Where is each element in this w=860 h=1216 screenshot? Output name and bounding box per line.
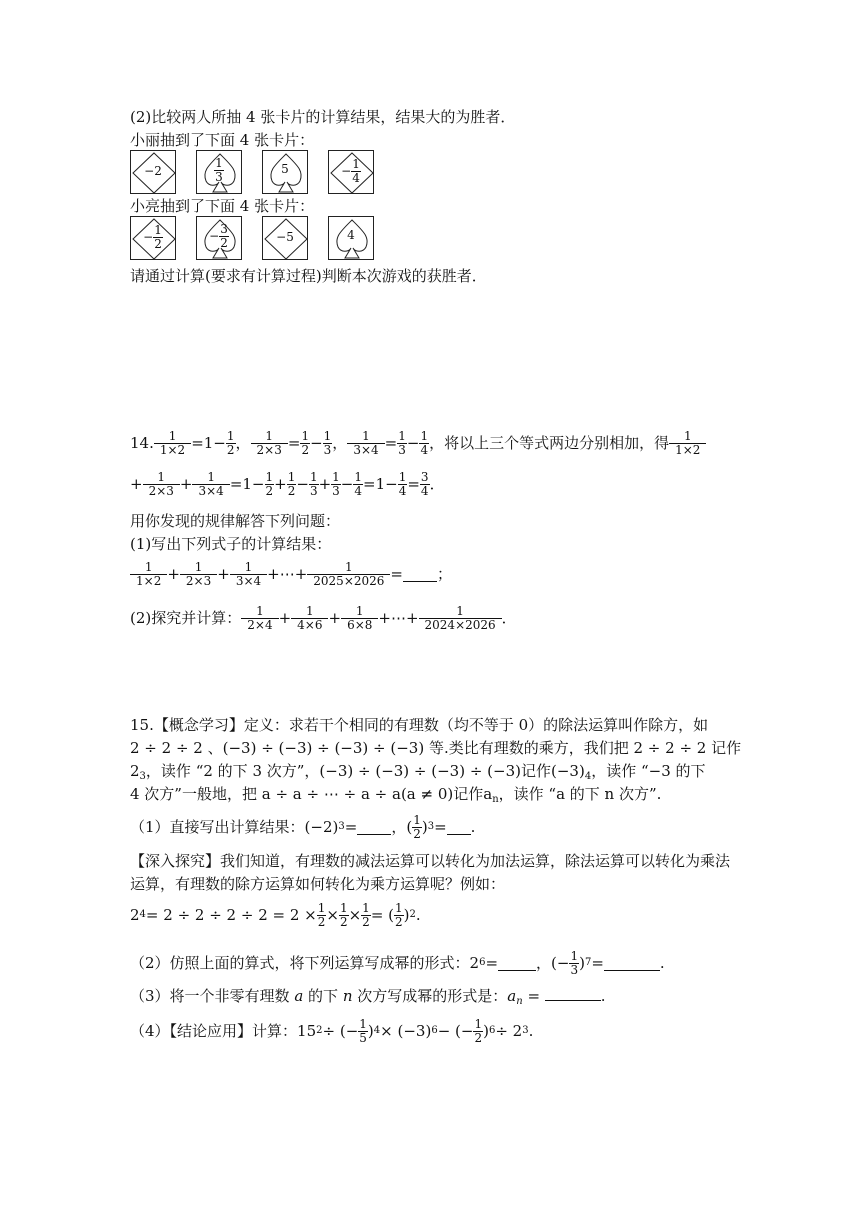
fraction: $\frac{3}{4}$ bbox=[420, 469, 429, 498]
card-fraction: $\frac{1}{3}$ bbox=[215, 156, 223, 184]
card-value: 4 bbox=[347, 228, 355, 242]
q14-part2: (2)探究并计算： $\frac{1}{2\times 4}$ + $\frac{1}{4\times 6}$ + $\frac{1}{6\times 8}$ +⋯+ $\frac{1}{2024\times 2026}$ ． bbox=[130, 603, 517, 632]
card-fraction: $\frac{1}{2}$ bbox=[154, 223, 162, 251]
fraction: $\frac{1}{6\times 8}$ bbox=[341, 605, 378, 632]
fraction: $\frac{1}{2}$ bbox=[301, 428, 310, 457]
card-value: −5 bbox=[276, 230, 294, 244]
card-value: −2 bbox=[144, 164, 162, 178]
card-value: 5 bbox=[281, 162, 289, 176]
q14-part1: (1)写出下列式子的计算结果： bbox=[130, 535, 332, 553]
fraction: $\frac{1}{1\times 2}$ bbox=[669, 430, 706, 457]
answer-blank[interactable] bbox=[357, 820, 391, 835]
fraction: $\frac{1}{3\times 4}$ bbox=[347, 430, 384, 457]
q15-example: 2 4 = 2 ÷ 2 ÷ 2 ÷ 2 = 2 × $\frac{1}{2}$ × $\frac{1}{2}$ × $\frac{1}{2}$ = ( $\frac{1}{2}$ ) 2 . bbox=[130, 900, 421, 929]
answer-blank[interactable] bbox=[498, 956, 536, 971]
fraction: $\frac{1}{3\times 4}$ bbox=[192, 471, 229, 498]
q14-line1: 14. $\frac{1}{1\times 2}$ =1− $\frac{1}{2}$ ， $\frac{1}{2\times 3}$ = $\frac{1}{2}$ − $\frac{1}{3}$ ， $\frac{1}{3\times 4}$ = $\frac{1}{3}$ − $\frac{1}{4}$ ，将以上三个等式两边分别相加，得 $\frac{1}{1\times 2}$ bbox=[130, 425, 706, 461]
answer-blank[interactable] bbox=[447, 820, 471, 835]
q15-line4: 4 次方”一般地，把 a ÷ a ÷ ⋯ ÷ a ÷ a(a ≠ 0)记作$a_n$，读作 “a 的下 n 次方”. bbox=[130, 785, 662, 805]
fraction: $\frac{1}{2024\times 2026}$ bbox=[419, 605, 502, 632]
q15-deep1: 【深入探究】我们知道，有理数的减法运算可以转化为加法运算，除法运算可以转化为乘法 bbox=[130, 852, 731, 870]
card-fraction: $\frac{3}{2}$ bbox=[220, 222, 228, 250]
card-spade bbox=[196, 150, 242, 194]
card-spade bbox=[262, 150, 308, 194]
fraction: $\frac{1}{2}$ bbox=[474, 1016, 483, 1045]
fraction: $\frac{1}{1\times 2}$ bbox=[154, 430, 191, 457]
card-diamond: − $\frac{1}{4}$ bbox=[328, 150, 374, 194]
q15-line2: 2 ÷ 2 ÷ 2 、(−3) ÷ (−3) ÷ (−3) ÷ (−3) 等.类比有理数的乘方，我们把 2 ÷ 2 ÷ 2 记作 bbox=[130, 739, 742, 757]
q14-line2: + $\frac{1}{2\times 3}$ + $\frac{1}{3\times 4}$ =1− $\frac{1}{2}$ + $\frac{1}{2}$ − $\frac{1}{3}$ + $\frac{1}{3}$ − $\frac{1}{4}$ =1− $\frac{1}{4}$ = $\frac{3}{4}$ ． bbox=[130, 469, 445, 498]
fraction: $\frac{1}{2}$ bbox=[226, 428, 235, 457]
fraction: $\frac{1}{1\times 2}$ bbox=[130, 561, 167, 588]
q13-li-intro: 小丽抽到了下面 4 张卡片： bbox=[130, 131, 315, 149]
fraction: $\frac{1}{4}$ bbox=[420, 428, 429, 457]
card-diamond: − $\frac{1}{2}$ bbox=[130, 216, 176, 260]
q15-part1: （1）直接写出计算结果：(−2) 3 = ，( $\frac{1}{2}$ ) 3 = . bbox=[130, 812, 476, 841]
answer-blank[interactable] bbox=[403, 567, 437, 582]
fraction: $\frac{1}{2}$ bbox=[265, 469, 274, 498]
answer-blank[interactable] bbox=[545, 986, 601, 1001]
q15-deep2: 运算，有理数的除方运算如何转化为乘方运算呢？例如： bbox=[130, 875, 506, 893]
q13-instruction: 请通过计算(要求有计算过程)判断本次游戏的获胜者． bbox=[130, 267, 487, 285]
fraction: $\frac{1}{2\times 3}$ bbox=[143, 471, 180, 498]
q15-part4: （4）【结论应用】计算：15 2 ÷ (− $\frac{1}{5}$ ) 4 × (−3) 6 − (− $\frac{1}{2}$ ) 6 ÷ 2 3 . bbox=[130, 1016, 534, 1045]
fraction: $\frac{1}{4}$ bbox=[354, 469, 363, 498]
fraction: $\frac{1}{2}$ bbox=[317, 900, 326, 929]
card-fraction: $\frac{1}{4}$ bbox=[352, 157, 360, 185]
fraction: $\frac{1}{2025\times 2026}$ bbox=[307, 561, 390, 588]
fraction: $\frac{1}{5}$ bbox=[359, 1016, 367, 1045]
q14-intro: 用你发现的规律解答下列问题： bbox=[130, 512, 341, 530]
fraction: $\frac{1}{3}$ bbox=[309, 469, 318, 498]
answer-blank[interactable] bbox=[604, 956, 660, 971]
fraction: $\frac{1}{2}$ bbox=[287, 469, 296, 498]
q15-part3: （3）将一个非零有理数 a 的下 n 次方写成幂的形式是：$a_n$ = . bbox=[130, 987, 606, 1007]
q13-liang-intro: 小亮抽到了下面 4 张卡片： bbox=[130, 197, 315, 215]
q15-part2: （2）仿照上面的算式，将下列运算写成幂的形式：2 6 = ，(− $\frac{1}{3}$ ) 7 = . bbox=[130, 948, 665, 977]
fraction: $\frac{1}{4}$ bbox=[398, 469, 407, 498]
fraction: $\frac{1}{2\times 4}$ bbox=[241, 605, 278, 632]
fraction: $\frac{1}{4\times 6}$ bbox=[291, 605, 328, 632]
fraction: $\frac{1}{2\times 3}$ bbox=[180, 561, 217, 588]
fraction: $\frac{1}{2}$ bbox=[362, 900, 370, 929]
fraction: $\frac{1}{3}$ bbox=[323, 428, 332, 457]
fraction: $\frac{1}{2}$ bbox=[395, 900, 403, 929]
q15-line3: $2_3$，读作 “2 的下 3 次方”，(−3) ÷ (−3) ÷ (−3) ÷ (−3)记作$(-3)_4$，读作 “−3 的下 bbox=[130, 762, 706, 782]
q15-line1: 15.【概念学习】定义：求若干个相同的有理数（均不等于 0）的除法运算叫作除方，如 bbox=[130, 716, 709, 734]
li-cards bbox=[130, 150, 374, 194]
card-diamond bbox=[130, 150, 176, 194]
liang-cards bbox=[130, 216, 374, 260]
card-diamond bbox=[262, 216, 308, 260]
fraction: $\frac{1}{2}$ bbox=[339, 900, 348, 929]
card-spade bbox=[328, 216, 374, 260]
q14-part1-expr: $\frac{1}{1\times 2}$ + $\frac{1}{2\times 3}$ + $\frac{1}{3\times 4}$ +⋯+ $\frac{1}{2025\times 2026}$ = ； bbox=[130, 556, 452, 592]
q13-part2: (2)比较两人所抽 4 张卡片的计算结果，结果大的为胜者． bbox=[130, 108, 516, 126]
fraction: $\frac{1}{3}$ bbox=[332, 469, 340, 498]
fraction: $\frac{1}{2}$ bbox=[413, 812, 421, 841]
fraction: $\frac{1}{3}$ bbox=[570, 948, 579, 977]
fraction: $\frac{1}{3}$ bbox=[398, 428, 406, 457]
card-spade: − $\frac{3}{2}$ bbox=[196, 216, 242, 260]
fraction: $\frac{1}{3\times 4}$ bbox=[230, 561, 267, 588]
fraction: $\frac{1}{2\times 3}$ bbox=[251, 430, 288, 457]
